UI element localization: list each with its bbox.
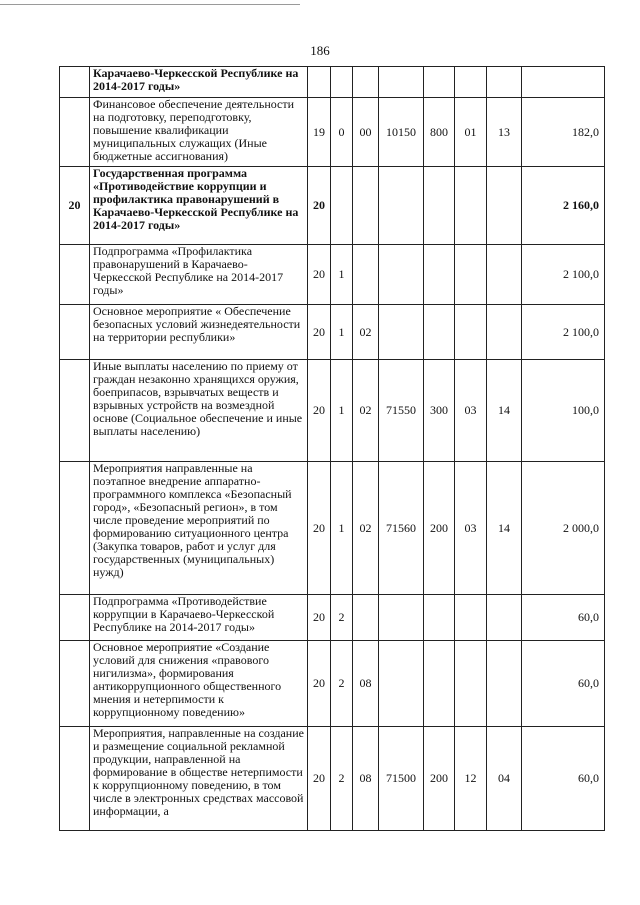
subprogram-code-cell: [331, 167, 353, 245]
amount-cell: 60,0: [522, 727, 605, 831]
direction-code-cell: 71550: [379, 360, 424, 462]
expense-type-code-cell: 200: [424, 727, 455, 831]
section-code-cell: 12: [455, 727, 487, 831]
table-row: [60, 67, 605, 98]
subsection-code-cell: [487, 595, 522, 641]
expense-type-code-cell: [424, 245, 455, 305]
subsection-code-cell: [487, 305, 522, 360]
subprogram-code-cell: 1: [331, 305, 353, 360]
row-number-cell: 20: [60, 167, 90, 245]
direction-code-cell: [379, 67, 424, 98]
expense-type-code-cell: [424, 67, 455, 98]
expense-type-code-cell: [424, 167, 455, 245]
row-number-cell: [60, 727, 90, 831]
table-row: [60, 462, 605, 595]
amount-cell: 2 000,0: [522, 462, 605, 595]
section-code-cell: [455, 167, 487, 245]
budget-table: [59, 66, 605, 831]
event-code-cell: [353, 245, 379, 305]
expense-type-code-cell: [424, 595, 455, 641]
subprogram-code-cell: 1: [331, 462, 353, 595]
subprogram-code-cell: 2: [331, 595, 353, 641]
expense-type-code-cell: [424, 305, 455, 360]
row-name-cell: Основное мероприятие « Обеспечение безопасных условий жизнедеятельности на территории республики»: [90, 305, 308, 360]
event-code-cell: [353, 167, 379, 245]
direction-code-cell: 71560: [379, 462, 424, 595]
subsection-code-cell: 04: [487, 727, 522, 831]
subsection-code-cell: 14: [487, 462, 522, 595]
amount-cell: 2 100,0: [522, 245, 605, 305]
expense-type-code-cell: [424, 641, 455, 727]
amount-cell: [522, 67, 605, 98]
table-row: [60, 641, 605, 727]
direction-code-cell: 10150: [379, 98, 424, 167]
scan-edge-line: [0, 4, 300, 5]
budget-table-body: [60, 67, 605, 831]
subsection-code-cell: 14: [487, 360, 522, 462]
row-name-cell: Карачаево-Черкесской Республике на 2014-2017 годы»: [90, 67, 308, 98]
subprogram-code-cell: 2: [331, 641, 353, 727]
program-code-cell: 20: [308, 462, 331, 595]
subprogram-code-cell: 2: [331, 727, 353, 831]
direction-code-cell: [379, 305, 424, 360]
expense-type-code-cell: 300: [424, 360, 455, 462]
row-name-cell: Основное мероприятие «Создание условий для снижения «правового нигилизма», формирования антикоррупционного общественного мнения и нетерпимости к коррупционному поведению»: [90, 641, 308, 727]
row-number-cell: [60, 595, 90, 641]
section-code-cell: [455, 641, 487, 727]
table-row: [60, 167, 605, 245]
subsection-code-cell: [487, 641, 522, 727]
amount-cell: 2 100,0: [522, 305, 605, 360]
section-code-cell: [455, 305, 487, 360]
event-code-cell: 02: [353, 462, 379, 595]
subsection-code-cell: 13: [487, 98, 522, 167]
program-code-cell: 19: [308, 98, 331, 167]
table-row: [60, 98, 605, 167]
row-number-cell: [60, 641, 90, 727]
table-row: [60, 727, 605, 831]
amount-cell: 2 160,0: [522, 167, 605, 245]
subsection-code-cell: [487, 67, 522, 98]
subsection-code-cell: [487, 167, 522, 245]
amount-cell: 182,0: [522, 98, 605, 167]
row-name-cell: Государственная программа «Противодействие коррупции и профилактика правонарушений в Карачаево-Черкесской Республике на 2014-2017 годы»: [90, 167, 308, 245]
section-code-cell: 03: [455, 360, 487, 462]
program-code-cell: 20: [308, 727, 331, 831]
row-name-cell: Финансовое обеспечение деятельности на подготовку, переподготовку, повышение квалификации муниципальных служащих (Иные бюджетные ассигнования): [90, 98, 308, 167]
event-code-cell: 08: [353, 727, 379, 831]
program-code-cell: 20: [308, 641, 331, 727]
event-code-cell: 00: [353, 98, 379, 167]
subprogram-code-cell: 1: [331, 360, 353, 462]
table-row: [60, 360, 605, 462]
row-number-cell: [60, 98, 90, 167]
expense-type-code-cell: 800: [424, 98, 455, 167]
amount-cell: 60,0: [522, 641, 605, 727]
program-code-cell: 20: [308, 245, 331, 305]
row-number-cell: [60, 67, 90, 98]
section-code-cell: 01: [455, 98, 487, 167]
program-code-cell: 20: [308, 595, 331, 641]
event-code-cell: [353, 595, 379, 641]
expense-type-code-cell: 200: [424, 462, 455, 595]
table-row: [60, 245, 605, 305]
row-name-cell: Мероприятия, направленные на создание и размещение социальной рекламной продукции, направленной на формирование в обществе нетерпимости к коррупционному поведению, в том числе в электронных средствах массовой информации, а: [90, 727, 308, 831]
section-code-cell: [455, 595, 487, 641]
row-name-cell: Подпрограмма «Противодействие коррупции в Карачаево-Черкесской Республике на 2014-2017 годы»: [90, 595, 308, 641]
section-code-cell: 03: [455, 462, 487, 595]
event-code-cell: 02: [353, 360, 379, 462]
subprogram-code-cell: [331, 67, 353, 98]
amount-cell: 100,0: [522, 360, 605, 462]
event-code-cell: [353, 67, 379, 98]
event-code-cell: 08: [353, 641, 379, 727]
subsection-code-cell: [487, 245, 522, 305]
program-code-cell: 20: [308, 360, 331, 462]
direction-code-cell: [379, 245, 424, 305]
direction-code-cell: 71500: [379, 727, 424, 831]
row-name-cell: Подпрограмма «Профилактика правонарушений в Карачаево-Черкесской Республике на 2014-2017 годы»: [90, 245, 308, 305]
section-code-cell: [455, 245, 487, 305]
row-number-cell: [60, 245, 90, 305]
table-row: [60, 305, 605, 360]
subprogram-code-cell: 0: [331, 98, 353, 167]
page-number: 186: [310, 43, 330, 58]
event-code-cell: 02: [353, 305, 379, 360]
table-row: [60, 595, 605, 641]
direction-code-cell: [379, 641, 424, 727]
row-number-cell: [60, 462, 90, 595]
section-code-cell: [455, 67, 487, 98]
subprogram-code-cell: 1: [331, 245, 353, 305]
program-code-cell: 20: [308, 167, 331, 245]
row-number-cell: [60, 360, 90, 462]
program-code-cell: 20: [308, 305, 331, 360]
row-number-cell: [60, 305, 90, 360]
row-name-cell: Мероприятия направленные на поэтапное внедрение аппаратно-программного комплекса «Безопасный город», «Безопасный регион», в том числе проведение мероприятий по формированию ситуационного центра (Закупка товаров, работ и услуг для государственных (муниципальных) нужд): [90, 462, 308, 595]
direction-code-cell: [379, 595, 424, 641]
direction-code-cell: [379, 167, 424, 245]
amount-cell: 60,0: [522, 595, 605, 641]
program-code-cell: [308, 67, 331, 98]
row-name-cell: Иные выплаты населению по приему от граждан незаконно хранящихся оружия, боеприпасов, взрывчатых веществ и взрывных устройств на возмездной основе (Социальное обеспечение и иные выплаты населению): [90, 360, 308, 462]
